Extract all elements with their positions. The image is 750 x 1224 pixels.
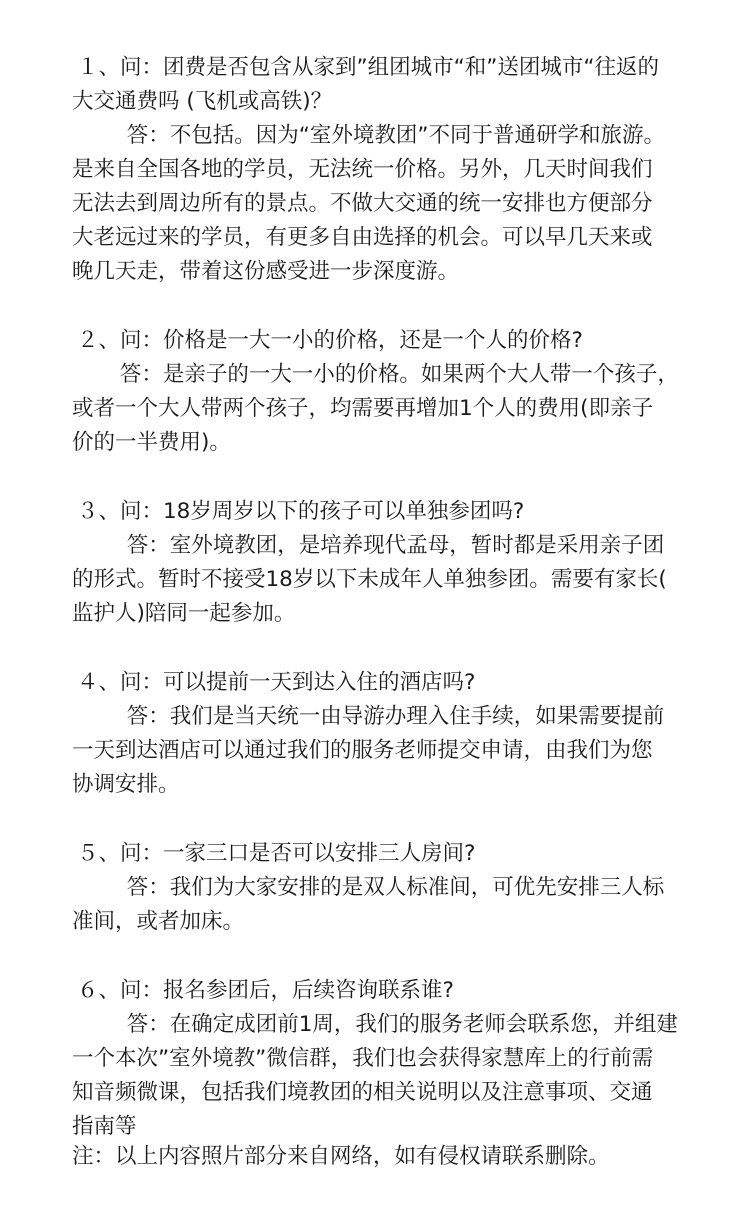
answer-text: 答：我们为大家安排的是双人标准间，可优先安排三人标 <box>72 875 665 900</box>
faq-document <box>72 51 684 1179</box>
answer-text: 答：我们是当天统一由导游办理入住手续，如果需要提前 <box>72 704 665 729</box>
answer-text-cont: 准间，或者加床。 <box>72 909 245 934</box>
answer-text: 答：不包括。因为“室外境教团”不同于普通研学和旅游。 <box>72 123 665 148</box>
faq-item-3 <box>72 495 684 631</box>
answer-text-cont: 知音频微课，包括我们境教团的相关说明以及注意事项、交通 <box>72 1080 653 1105</box>
faq-item-2 <box>72 324 684 460</box>
answer-text-cont: 是来自全国各地的学员，无法统一价格。另外，几天时间我们 <box>72 157 653 182</box>
question-text: ２、问：价格是一大一小的价格，还是一个人的价格? <box>77 328 583 353</box>
answer-text-cont: 监护人)陪同一起参加。 <box>72 601 296 626</box>
faq-item-1 <box>72 51 684 289</box>
faq-item-4 <box>72 666 684 802</box>
question-text-cont: 大交通费吗 (飞机或高铁)？ <box>72 89 333 114</box>
question-text: ５、问：一家三口是否可以安排三人房间? <box>77 841 476 866</box>
question-text: １、问：团费是否包含从家到”组团城市“和”送团城市“往返的 <box>77 55 660 80</box>
answer-text-cont: 大老远过来的学员，有更多自由选择的机会。可以早几天来或 <box>72 225 653 250</box>
question-text: ４、问：可以提前一天到达入住的酒店吗? <box>77 670 476 695</box>
answer-text-cont: 价的一半费用)。 <box>72 430 231 455</box>
answer-text-cont: 晚几天走，带着这份感受进一步深度游。 <box>72 259 460 284</box>
answer-text-cont: 一天到达酒店可以通过我们的服务老师提交申请，由我们为您 <box>72 738 653 763</box>
answer-text-cont: 指南等 <box>72 1114 137 1139</box>
faq-item-5 <box>72 837 684 939</box>
faq-item-6 <box>72 974 684 1144</box>
answer-text-cont: 协调安排。 <box>72 772 180 797</box>
answer-text-cont: 的形式。暂时不接受18岁以下未成年人单独参团。需要有家长( <box>72 567 667 592</box>
answer-text: 答：在确定成团前1周，我们的服务老师会联系您，并组建 <box>72 1012 678 1037</box>
answer-text-cont: 无法去到周边所有的景点。不做大交通的统一安排也方便部分 <box>72 191 653 216</box>
question-text: ３、问：18岁周岁以下的孩子可以单独参团吗? <box>77 499 525 524</box>
answer-text-cont: 一个本次”室外境教”微信群，我们也会获得家慧库上的行前需 <box>72 1046 654 1071</box>
disclaimer-note: 注：以上内容照片部分来自网络，如有侵权请联系删除。 <box>72 1144 610 1169</box>
answer-text: 答：是亲子的一大一小的价格。如果两个大人带一个孩子， <box>72 362 679 387</box>
answer-text: 答：室外境教团，是培养现代孟母，暂时都是采用亲子团 <box>72 533 665 558</box>
answer-text-cont: 或者一个大人带两个孩子，均需要再增加1个人的费用(即亲子 <box>72 396 654 421</box>
question-text: ６、问：报名参团后，后续咨询联系谁? <box>77 978 454 1003</box>
